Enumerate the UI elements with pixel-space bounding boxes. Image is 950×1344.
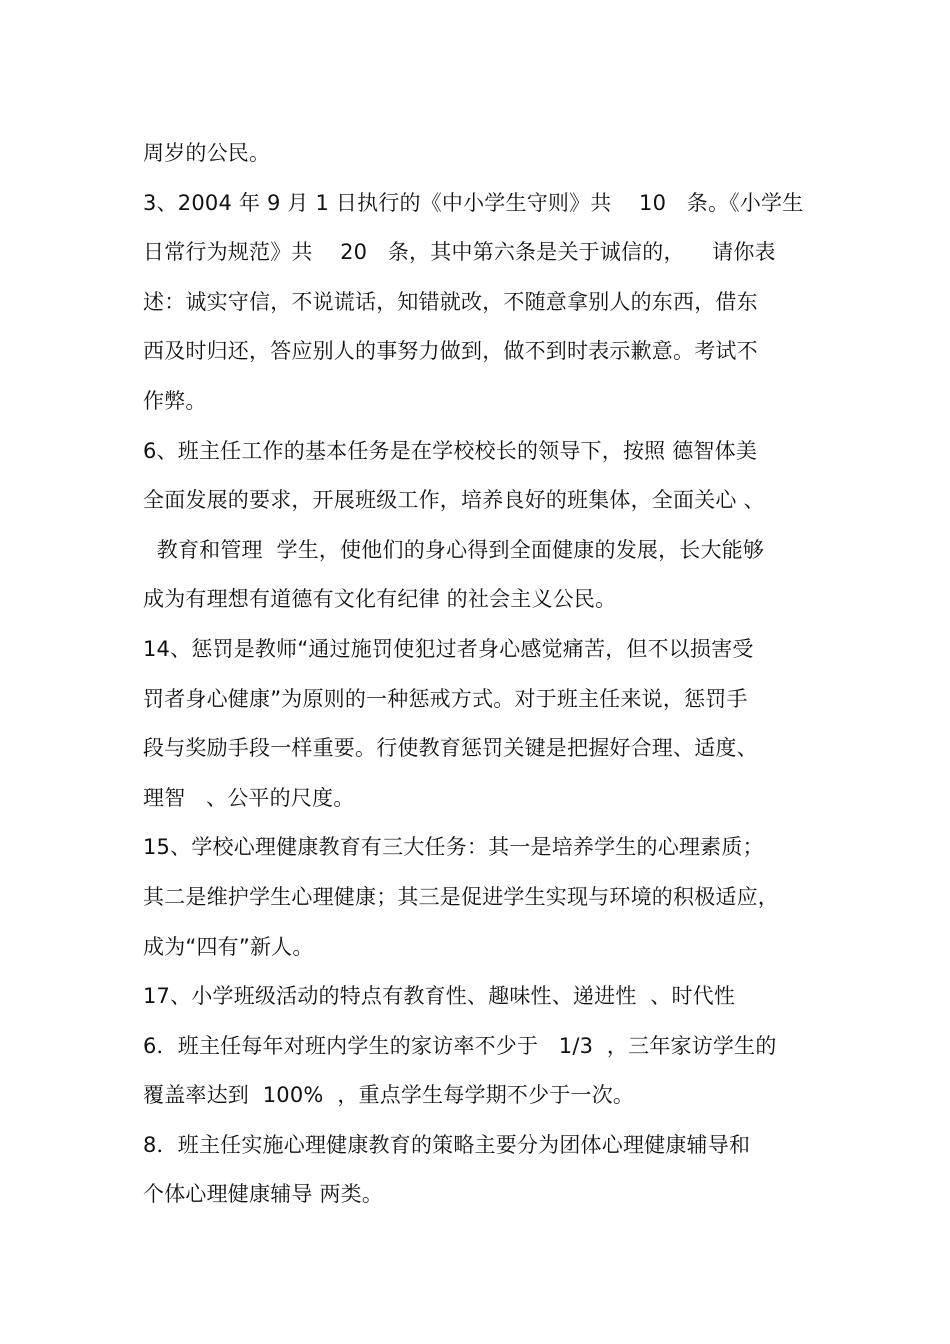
text-line: 3、2004 年 9 月 1 日执行的《中小学生守则》共 10 条。《小学生 xyxy=(143,190,804,215)
text-line: 周岁的公民。 xyxy=(143,141,271,165)
text-line: 8．班主任实施心理健康教育的策略主要分为团体心理健康辅导和 xyxy=(143,1132,751,1157)
text-line: 全面发展的要求，开展班级工作，培养良好的班集体，全面关心 、 xyxy=(143,488,765,513)
text-line: 日常行为规范》共 20 条，其中第六条是关于诚信的， 请你表 xyxy=(143,240,776,265)
text-line: 17、小学班级活动的特点有教育性、趣味性、递进性 、时代性 xyxy=(143,984,736,1009)
text-line: 15、学校心理健康教育有三大任务：其一是培养学生的心理素质； xyxy=(143,835,764,860)
text-line: 其二是维护学生心理健康；其三是促进学生实现与环境的积极适应， xyxy=(143,884,779,909)
text-line: 成为“四有”新人。 xyxy=(143,934,314,959)
text-line: 罚者身心健康”为原则的一种惩戒方式。对于班主任来说，惩罚手 xyxy=(143,686,748,711)
text-line: 个体心理健康辅导 两类。 xyxy=(143,1182,384,1207)
text-line: 14、惩罚是教师“通过施罚使犯过者身心感觉痛苦，但不以损害受 xyxy=(143,636,754,661)
document-page xyxy=(143,129,833,1220)
text-line: 教育和管理 学生，使他们的身心得到全面健康的发展，长大能够 xyxy=(143,537,765,562)
text-line: 覆盖率达到 100% ，重点学生每学期不少于一次。 xyxy=(143,1083,635,1108)
text-line: 述：诚实守信，不说谎话，知错就改，不随意拿别人的东西，借东 xyxy=(143,289,758,314)
text-line: 西及时归还，答应别人的事努力做到，做不到时表示歉意。考试不 xyxy=(143,339,758,364)
text-line: 段与奖励手段一样重要。行使教育惩罚关键是把握好合理、适度、 xyxy=(143,736,758,761)
text-line: 6、班主任工作的基本任务是在学校校长的领导下，按照 德智体美 xyxy=(143,438,758,463)
text-line: 6．班主任每年对班内学生的家访率不少于 1/3 ，三年家访学生的 xyxy=(143,1033,777,1058)
text-line: 理智 、公平的尺度。 xyxy=(143,785,355,810)
text-line: 作弊。 xyxy=(143,388,207,413)
text-line: 成为有理想有道德有文化有纪律 的社会主义公民。 xyxy=(143,587,617,612)
